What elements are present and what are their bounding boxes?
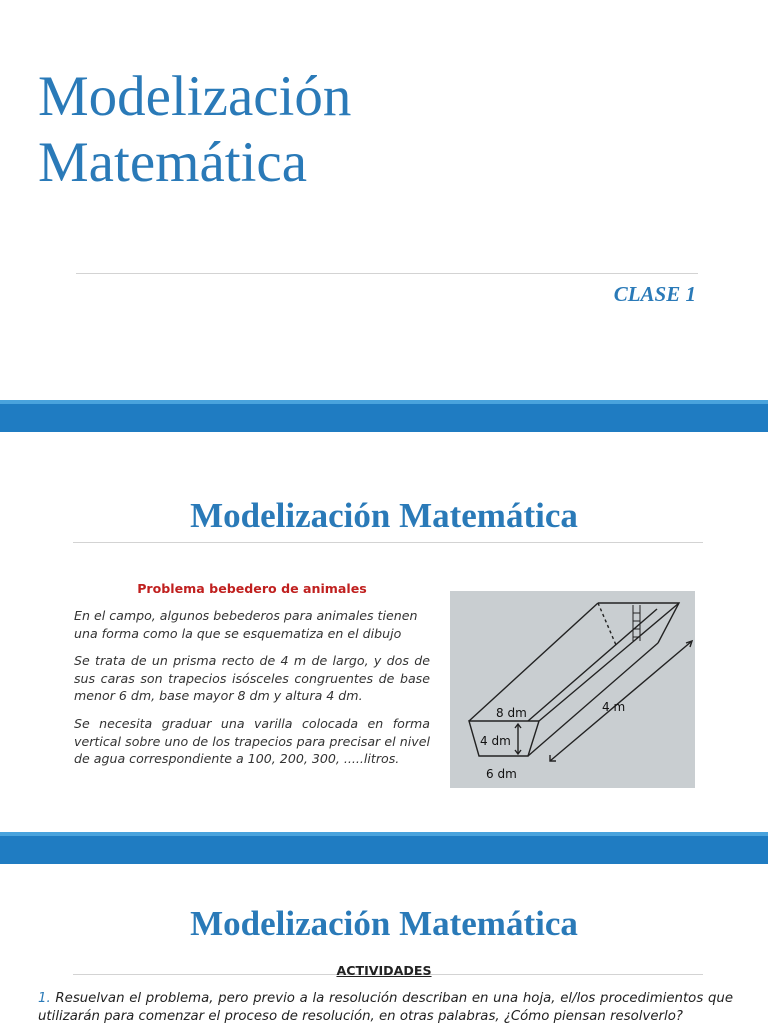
- label-bottom-base: 6 dm: [486, 767, 517, 781]
- activities-heading: ACTIVIDADES: [336, 963, 432, 978]
- slide-2-title: Modelización Matemática: [190, 496, 578, 535]
- slide-1-subtitle: CLASE 1: [613, 282, 696, 306]
- slide-1-title-line1: Modelización: [38, 65, 352, 128]
- slide-2-divider: [73, 542, 703, 543]
- slide-1-divider: [76, 273, 698, 274]
- slide-2: [0, 432, 768, 832]
- slide-separator-band: [0, 400, 768, 432]
- label-length: 4 m: [602, 700, 626, 714]
- slide-3-title: Modelización Matemática: [190, 904, 578, 943]
- trough-prism-diagram: [450, 591, 695, 788]
- problem-paragraph-1: En el campo, algunos bebederos para animales tienen una forma como la que se esquematiza en el dibujo: [74, 608, 418, 641]
- slide-separator-band-2: [0, 832, 768, 864]
- slide-1-title-line2: Matemática: [38, 131, 308, 194]
- problem-paragraph-2: Se trata de un prisma recto de 4 m de largo, y dos de sus caras son trapecios isósceles congruentes de base menor 6 dm, base mayor 8 dm y altura 4 dm.: [74, 653, 430, 703]
- activity-item-1: [38, 990, 733, 1024]
- slide-1: [0, 0, 768, 400]
- problem-paragraph-3: Se necesita graduar una varilla colocada en forma vertical sobre uno de los trapecios para precisar el nivel de agua correspondiente a 100, 200, 300, .....litros.: [74, 716, 430, 766]
- activity-item-number: 1.: [38, 991, 51, 1006]
- trough-figure: [450, 591, 695, 788]
- slide-3: [0, 864, 768, 1024]
- problem-title: Problema bebedero de animales: [137, 581, 367, 596]
- label-height: 4 dm: [480, 734, 511, 748]
- label-top-base: 8 dm: [496, 706, 527, 720]
- activity-item-text: Resuelvan el problema, pero previo a la resolución describan en una hoja, el/los procedimientos que utilizarán para comenzar el proceso de resolución, en otras palabras, ¿Cómo piensan resolverlo?: [38, 991, 733, 1024]
